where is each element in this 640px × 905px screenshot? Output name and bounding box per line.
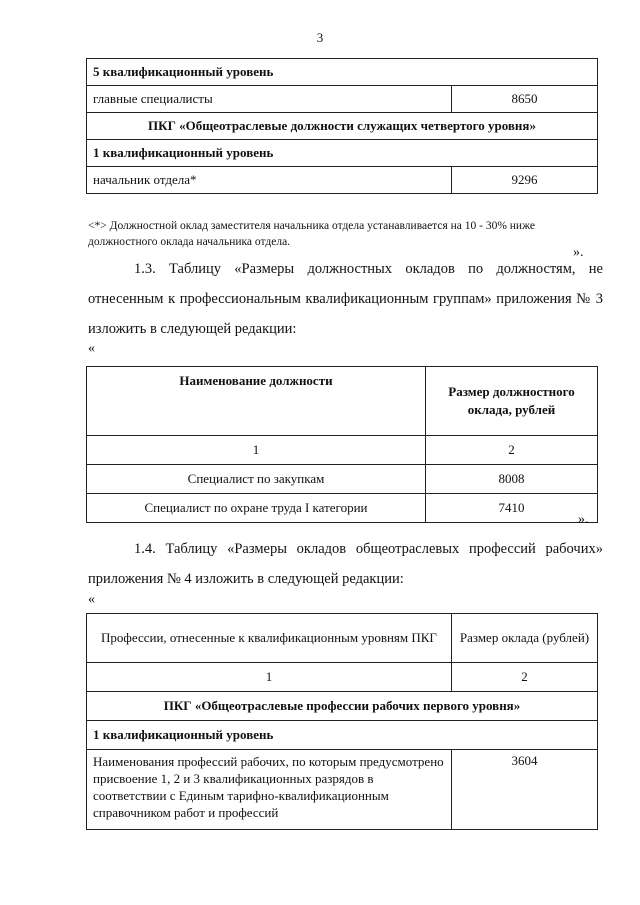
quote-close-2: ». <box>578 512 589 527</box>
col-profession-name: Профессии, отнесенные к квалификационным уровням ПКГ <box>87 614 452 663</box>
salary-table-continued <box>86 58 598 194</box>
pkg1-header: ПКГ «Общеотраслевые профессии рабочих первого уровня» <box>87 692 598 721</box>
paragraph-1-4 <box>88 534 603 594</box>
table-row-value: 7410 <box>426 494 598 523</box>
quote-close-1: ». <box>573 245 584 260</box>
table-row-value: 8008 <box>426 465 598 494</box>
level-1-label: 1 квалификационный уровень <box>87 721 598 750</box>
col-number-1: 1 <box>87 663 452 692</box>
worker-profession-name: Наименования профессий рабочих, по которым предусмотрено присвоение 1, 2 и 3 квалификационных разрядов в соответствии с Единым тарифно-квалификационным справочником работ и профессий <box>87 750 452 830</box>
table-row-name: Специалист по охране труда I категории <box>87 494 426 523</box>
footnote: <*> Должностной оклад заместителя начальника отдела устанавливается на 10 - 30% ниже должностного оклада начальника отдела. <box>88 220 535 248</box>
workers-salary-table <box>86 613 598 830</box>
col-number-1: 1 <box>87 436 426 465</box>
page-number: 3 <box>316 30 324 45</box>
level-5-label: 5 квалификационный уровень <box>87 59 598 86</box>
paragraph-1-3-text: 1.3. Таблицу «Размеры должностных окладов по должностям, не отнесенным к профессиональным квалификационным группам» приложения № 3 изложить в следующей редакции: <box>88 261 603 337</box>
paragraph-1-3 <box>88 254 603 344</box>
quote-open-1: « <box>88 341 95 356</box>
quote-open-2: « <box>88 592 95 607</box>
worker-profession-value: 3604 <box>452 750 598 830</box>
head-of-department-name: начальник отдела* <box>87 167 452 194</box>
col-position-name: Наименование должности <box>87 367 426 436</box>
paragraph-1-4-text: 1.4. Таблицу «Размеры окладов общеотраслевых профессий рабочих» приложения № 4 изложить в следующей редакции: <box>88 541 603 587</box>
chief-specialists-name: главные специалисты <box>87 86 452 113</box>
col-salary-size: Размер оклада (рублей) <box>452 614 598 663</box>
table-row-name: Специалист по закупкам <box>87 465 426 494</box>
pkg4-header: ПКГ «Общеотраслевые должности служащих четвертого уровня» <box>87 113 598 140</box>
positions-salary-table <box>86 366 598 523</box>
col-number-2: 2 <box>452 663 598 692</box>
col-salary-size: Размер должностного оклада, рублей <box>426 367 598 436</box>
level-1-label: 1 квалификационный уровень <box>87 140 598 167</box>
chief-specialists-value: 8650 <box>452 86 598 113</box>
head-of-department-value: 9296 <box>452 167 598 194</box>
col-number-2: 2 <box>426 436 598 465</box>
